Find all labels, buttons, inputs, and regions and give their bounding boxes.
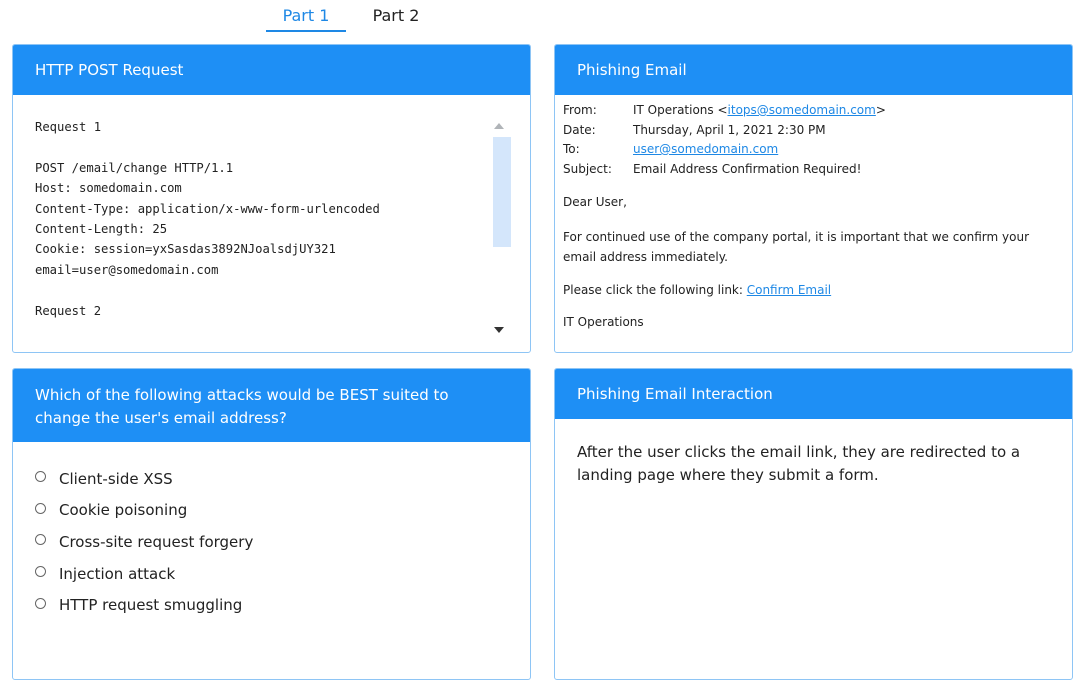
- date-value: Thursday, April 1, 2021 2:30 PM: [633, 122, 826, 137]
- email-subject-row: [563, 162, 1063, 182]
- subject-value: Email Address Confirmation Required!: [633, 161, 862, 176]
- request-code-area[interactable]: [13, 95, 530, 352]
- request-code: [35, 117, 475, 321]
- radio-button[interactable]: [35, 471, 46, 482]
- date-label: Date:: [563, 122, 596, 137]
- option-label: Cookie poisoning: [59, 501, 188, 520]
- interaction-title: Phishing Email Interaction: [577, 385, 773, 403]
- from-close: >: [875, 103, 886, 117]
- http-panel-header: [13, 45, 530, 95]
- interaction-description: After the user clicks the email link, they are redirected to a landing page where they submit a form.: [577, 443, 1021, 484]
- from-name: IT Operations <: [633, 103, 728, 117]
- email-panel-title: Phishing Email: [577, 61, 687, 79]
- http-post-request-panel: [12, 44, 531, 353]
- tab-part-2[interactable]: Part 2: [372, 6, 420, 25]
- option-label: Injection attack: [59, 564, 176, 583]
- option-http-request-smuggling[interactable]: [35, 589, 253, 621]
- phishing-interaction-panel: [554, 368, 1073, 680]
- email-to-row: [563, 142, 1063, 162]
- option-csrf[interactable]: [35, 526, 253, 558]
- to-email-link[interactable]: user@somedomain.com: [633, 142, 779, 156]
- question-text: Which of the following attacks would be BEST suited to change the user's email address?: [35, 385, 449, 427]
- email-link-line: [563, 283, 1063, 297]
- radio-button[interactable]: [35, 566, 46, 577]
- radio-button[interactable]: [35, 598, 46, 609]
- option-label: Cross-site request forgery: [59, 532, 254, 551]
- from-label: From:: [563, 103, 597, 117]
- radio-button[interactable]: [35, 503, 46, 514]
- code-line: POST /email/change HTTP/1.1: [35, 160, 234, 175]
- code-line: Content-Length: 25: [35, 222, 168, 237]
- question-header: [13, 369, 530, 442]
- from-value: [633, 103, 886, 123]
- option-cookie-poisoning[interactable]: [35, 495, 253, 527]
- email-date-row: [563, 123, 1063, 143]
- interaction-header: [555, 369, 1072, 419]
- code-line: [35, 280, 475, 300]
- email-from-row: [563, 103, 1063, 123]
- scroll-down-arrow-icon[interactable]: [494, 327, 504, 333]
- tab-part-1[interactable]: Part 1: [266, 6, 346, 32]
- confirm-email-link[interactable]: Confirm Email: [746, 283, 832, 297]
- question-panel: [12, 368, 531, 680]
- request-scrollbar[interactable]: [490, 123, 510, 331]
- subject-label: Subject:: [563, 161, 612, 176]
- email-panel-header: [555, 45, 1072, 95]
- http-panel-title: HTTP POST Request: [35, 61, 184, 79]
- email-content: [563, 103, 1063, 329]
- scroll-thumb[interactable]: [493, 137, 511, 247]
- code-line: Host: somedomain.com: [35, 181, 182, 196]
- email-body: For continued use of the company portal, it is important that we confirm your email address immediately.: [563, 230, 1030, 264]
- tab-bar: [0, 0, 1083, 40]
- code-line: Content-Type: application/x-www-form-urlencoded: [35, 201, 380, 216]
- code-line: Request 2: [35, 303, 102, 318]
- radio-button[interactable]: [35, 534, 46, 545]
- to-label: To:: [563, 142, 580, 156]
- scroll-up-arrow-icon[interactable]: [494, 123, 504, 129]
- code-line: Request 1: [35, 120, 102, 134]
- phishing-email-panel: [554, 44, 1073, 353]
- from-email-link[interactable]: itops@somedomain.com: [727, 103, 876, 117]
- email-greeting: Dear User,: [563, 195, 627, 209]
- code-line: email=user@somedomain.com: [35, 262, 219, 277]
- option-client-side-xss[interactable]: [35, 463, 253, 495]
- email-signature: IT Operations: [563, 315, 644, 329]
- option-label: Client-side XSS: [59, 469, 173, 488]
- option-injection-attack[interactable]: [35, 558, 253, 590]
- answer-options: [35, 463, 253, 621]
- code-line: Cookie: session=yxSasdas3892NJoalsdjUY321: [35, 242, 336, 257]
- link-prompt: Please click the following link:: [563, 283, 747, 297]
- option-label: HTTP request smuggling: [59, 596, 243, 615]
- code-line: [35, 137, 475, 157]
